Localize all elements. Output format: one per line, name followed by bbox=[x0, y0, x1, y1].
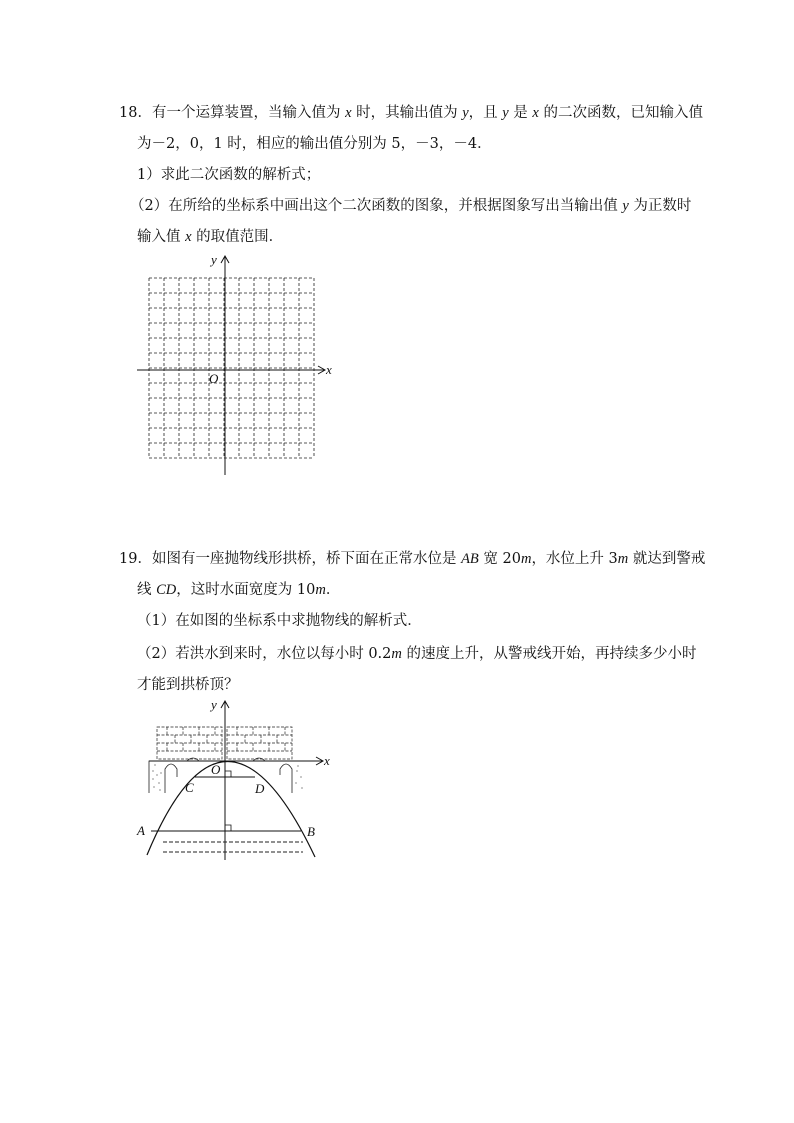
q19-right-angle-cd bbox=[225, 771, 231, 777]
q18-x-label: x bbox=[326, 362, 332, 377]
q18-line1: 18．有一个运算装置，当输入值为 x 时，其输出值为 y，且 y 是 x 的二次函数，已知输入值 bbox=[119, 105, 703, 121]
q19-point-c: C bbox=[185, 780, 194, 795]
q19-x-label: x bbox=[324, 753, 330, 768]
q18-coordinate-grid bbox=[135, 250, 335, 480]
q19-point-b: B bbox=[307, 824, 315, 839]
q19-subquestion-1: （1）在如图的坐标系中求抛物线的解析式． bbox=[137, 613, 422, 629]
q19-bridge-figure bbox=[135, 695, 335, 865]
q19-point-d: D bbox=[255, 781, 265, 796]
q19-subquestion-2-cont: 才能到拱桥顶？ bbox=[137, 677, 239, 693]
q19-point-a: A bbox=[137, 823, 145, 838]
q18-subquestion-2-cont: 输入值 x 的取值范围． bbox=[137, 229, 284, 245]
q18-origin-label: O bbox=[209, 371, 219, 386]
q19-number: 19． bbox=[119, 551, 152, 567]
q18-subquestion-2: （2）在所给的坐标系中画出这个二次函数的图象，并根据图象写出当输出值 y 为正数时 bbox=[130, 198, 692, 214]
bridge-piers bbox=[149, 758, 305, 793]
q18-number: 18． bbox=[119, 105, 152, 121]
q19-subquestion-2: （2）若洪水到来时，水位以每小时 0.2m 的速度上升，从警戒线开始，再持续多少小时 bbox=[137, 646, 697, 662]
q19-right-angle-ab bbox=[225, 825, 231, 831]
q18-line2: 为－2，0，1 时，相应的输出值分别为 5，－3，－4． bbox=[137, 136, 492, 152]
q19-line2: 线 CD，这时水面宽度为 10m． bbox=[137, 582, 341, 598]
q19-origin-label: O bbox=[211, 762, 221, 777]
q18-subquestion-1: 1）求此二次函数的解析式； bbox=[137, 167, 321, 183]
q19-y-label: y bbox=[211, 697, 217, 712]
q19-line1: 19．如图有一座抛物线形拱桥，桥下面在正常水位是 AB 宽 20m，水位上升 3m 就达到警戒 bbox=[119, 551, 706, 567]
q18-y-label: y bbox=[211, 252, 217, 267]
